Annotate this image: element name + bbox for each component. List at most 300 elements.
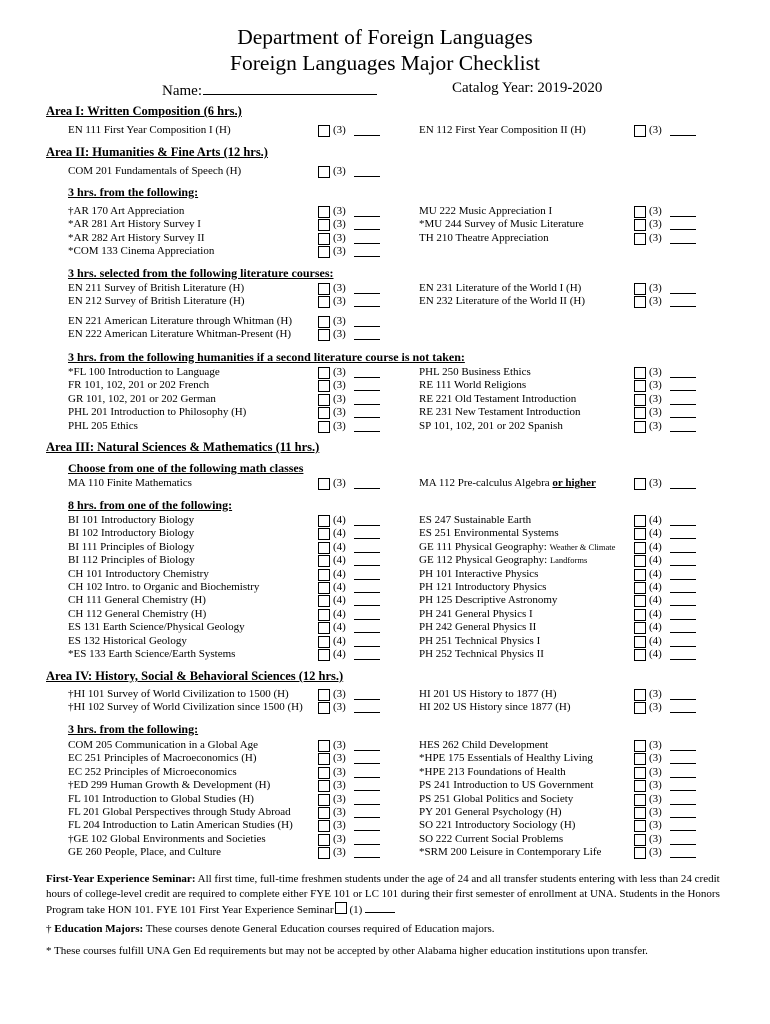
grade-blank[interactable] — [354, 326, 380, 327]
grade-blank[interactable] — [670, 135, 696, 136]
grade-blank[interactable] — [354, 229, 380, 230]
course-row — [419, 594, 698, 607]
credit-hours: (3) — [649, 419, 662, 432]
course-checkbox[interactable] — [634, 649, 646, 661]
course-name: *HPE 175 Essentials of Healthy Living — [419, 752, 593, 765]
course-checkbox[interactable] — [318, 219, 330, 231]
grade-blank[interactable] — [670, 579, 696, 580]
grade-blank[interactable] — [354, 525, 380, 526]
course-row — [68, 328, 382, 341]
grade-blank[interactable] — [670, 592, 696, 593]
course-checkbox[interactable] — [318, 689, 330, 701]
course-checkbox[interactable] — [634, 609, 646, 621]
course-checkbox[interactable] — [318, 649, 330, 661]
credit-hours: (3) — [649, 752, 662, 765]
course-name: CH 111 General Chemistry (H) — [68, 594, 206, 607]
course-name: FL 101 Introduction to Global Studies (H) — [68, 792, 254, 805]
credit-hours: (3) — [333, 218, 346, 231]
credit-hours: (3) — [649, 392, 662, 405]
course-name: ES 131 Earth Science/Physical Geology — [68, 621, 245, 634]
credit-hours: (3) — [333, 245, 346, 258]
course-checkbox[interactable] — [634, 233, 646, 245]
grade-blank[interactable] — [354, 390, 380, 391]
area2-heading: Area II: Humanities & Fine Arts (12 hrs.) — [46, 145, 268, 159]
course-row — [419, 766, 698, 779]
course-name: PH 252 Technical Physics II — [419, 648, 544, 660]
grade-blank[interactable] — [670, 763, 696, 764]
course-row — [68, 315, 382, 328]
grade-blank[interactable] — [354, 552, 380, 553]
course-name: COM 201 Fundamentals of Speech (H) — [68, 165, 242, 177]
course-checkbox[interactable] — [634, 407, 646, 419]
grade-blank[interactable] — [354, 619, 380, 620]
credit-hours: (3) — [333, 806, 346, 818]
course-row — [68, 766, 382, 779]
grade-blank[interactable] — [670, 619, 696, 620]
course-name-emphasis: or higher — [552, 477, 596, 489]
course-row — [68, 554, 382, 567]
course-checkbox[interactable] — [634, 834, 646, 846]
credit-hours: (4) — [649, 514, 662, 526]
grade-blank[interactable] — [670, 699, 696, 700]
grade-blank[interactable] — [354, 579, 380, 580]
course-checkbox[interactable] — [634, 636, 646, 648]
course-checkbox[interactable] — [318, 834, 330, 846]
fye-text: All first time, full-time freshmen students under the age of 24 and all transfer students entering with less than 24 credit hours of college-level credit are required to complete either FYE 101 or LC 101 during their first semester of enrollment at UNA. Students in the Honors Program take HON 101. FYE 101 First Year Experience Seminar — [46, 873, 720, 916]
grade-blank[interactable] — [354, 699, 380, 700]
grade-blank[interactable] — [354, 431, 380, 432]
course-checkbox[interactable] — [318, 595, 330, 607]
grade-blank[interactable] — [354, 538, 380, 539]
credit-hours: (3) — [649, 832, 662, 845]
grade-blank[interactable] — [354, 777, 380, 778]
course-name: EN 111 First Year Composition I (H) — [68, 124, 231, 136]
course-row — [419, 477, 698, 490]
grade-blank[interactable] — [354, 830, 380, 831]
education-text: These courses denote General Education courses required of Education majors. — [143, 923, 495, 935]
grade-blank[interactable] — [354, 293, 380, 294]
course-checkbox[interactable] — [634, 296, 646, 308]
grade-blank[interactable] — [670, 216, 696, 217]
course-checkbox[interactable] — [634, 367, 646, 379]
course-row — [68, 779, 382, 792]
course-checkbox[interactable] — [634, 219, 646, 231]
course-row — [419, 793, 698, 806]
grade-blank[interactable] — [354, 216, 380, 217]
course-row — [68, 806, 382, 819]
grade-blank[interactable] — [354, 339, 380, 340]
course-checkbox[interactable] — [634, 380, 646, 392]
course-checkbox[interactable] — [634, 807, 646, 819]
course-row — [68, 477, 382, 490]
course-checkbox[interactable] — [634, 528, 646, 540]
course-name: *FL 100 Introduction to Language — [68, 366, 220, 378]
science-label: 8 hrs. from one of the following: — [68, 498, 233, 512]
credit-hours: (4) — [649, 621, 662, 634]
credit-hours: (3) — [649, 819, 662, 832]
course-name: †GE 102 Global Environments and Societies — [68, 832, 266, 845]
grade-blank[interactable] — [354, 377, 380, 378]
grade-blank[interactable] — [670, 790, 696, 791]
grade-blank[interactable] — [670, 804, 696, 805]
credit-hours: (3) — [649, 739, 662, 751]
course-checkbox[interactable] — [318, 380, 330, 392]
course-checkbox[interactable] — [318, 609, 330, 621]
course-name: EN 112 First Year Composition II (H) — [419, 124, 586, 136]
course-checkbox[interactable] — [318, 283, 330, 295]
grade-blank[interactable] — [670, 844, 696, 845]
course-row — [419, 282, 698, 295]
grade-blank[interactable] — [354, 646, 380, 647]
course-row — [419, 218, 698, 231]
course-row — [68, 205, 382, 218]
credit-hours: (3) — [649, 477, 662, 489]
grade-blank[interactable] — [354, 488, 380, 489]
course-checkbox[interactable] — [318, 233, 330, 245]
course-checkbox[interactable] — [634, 794, 646, 806]
course-checkbox[interactable] — [318, 206, 330, 218]
grade-blank[interactable] — [670, 605, 696, 606]
course-row — [68, 406, 382, 419]
grade-blank[interactable] — [670, 817, 696, 818]
course-checkbox[interactable] — [318, 555, 330, 567]
course-checkbox[interactable] — [318, 394, 330, 406]
course-row — [68, 846, 382, 859]
grade-blank[interactable] — [354, 712, 380, 713]
credit-hours: (3) — [649, 124, 662, 136]
fye-note — [46, 872, 726, 918]
grade-blank[interactable] — [670, 659, 696, 660]
course-name: FL 201 Global Perspectives through Study Abroad — [68, 806, 291, 818]
course-row — [419, 779, 698, 792]
course-checkbox[interactable] — [634, 753, 646, 765]
course-row — [419, 688, 698, 701]
course-row — [419, 406, 698, 419]
credit-hours: (3) — [333, 379, 346, 392]
course-name: ES 247 Sustainable Earth — [419, 514, 532, 526]
course-checkbox[interactable] — [318, 296, 330, 308]
grade-blank[interactable] — [670, 565, 696, 566]
credit-hours: (3) — [333, 792, 346, 805]
course-row — [68, 295, 382, 308]
course-checkbox[interactable] — [318, 622, 330, 634]
course-row — [419, 739, 698, 752]
area4-heading: Area IV: History, Social & Behavioral Sciences (12 hrs.) — [46, 669, 344, 683]
grade-blank[interactable] — [354, 135, 380, 136]
checklist-title: Foreign Languages Major Checklist — [230, 51, 540, 75]
course-row — [68, 514, 382, 527]
course-checkbox[interactable] — [634, 702, 646, 714]
course-checkbox[interactable] — [318, 702, 330, 714]
grade-blank[interactable] — [354, 817, 380, 818]
name-label: Name: — [162, 83, 202, 99]
grade-blank[interactable] — [354, 605, 380, 606]
course-name: *COM 133 Cinema Appreciation — [68, 245, 215, 258]
course-row — [68, 833, 382, 846]
course-checkbox[interactable] — [318, 246, 330, 258]
course-name: CH 101 Introductory Chemistry — [68, 567, 209, 580]
course-checkbox[interactable] — [634, 421, 646, 433]
grade-blank[interactable] — [670, 243, 696, 244]
course-row — [419, 846, 698, 859]
credit-hours: (3) — [333, 406, 346, 419]
course-name: CH 112 General Chemistry (H) — [68, 607, 207, 620]
grade-blank[interactable] — [670, 293, 696, 294]
course-name: †HI 101 Survey of World Civilization to 1500 (H) — [68, 688, 289, 700]
course-checkbox[interactable] — [634, 622, 646, 634]
grade-blank[interactable] — [670, 377, 696, 378]
course-name: HES 262 Child Development — [419, 739, 549, 751]
credit-hours: (3) — [333, 392, 346, 405]
credit-hours: (3) — [649, 846, 662, 859]
grade-blank[interactable] — [354, 790, 380, 791]
course-name: MU 222 Music Appreciation I — [419, 205, 553, 217]
course-checkbox[interactable] — [318, 125, 330, 137]
grade-blank[interactable] — [354, 632, 380, 633]
course-checkbox[interactable] — [634, 582, 646, 594]
grade-blank[interactable] — [354, 404, 380, 405]
course-checkbox[interactable] — [634, 569, 646, 581]
course-row — [419, 541, 698, 554]
course-name: EC 251 Principles of Macroeconomics (H) — [68, 752, 257, 765]
course-checkbox[interactable] — [318, 542, 330, 554]
course-row — [68, 393, 382, 406]
course-name: GE 260 People, Place, and Culture — [68, 846, 222, 859]
course-checkbox[interactable] — [634, 394, 646, 406]
course-row — [68, 594, 382, 607]
course-name: PH 121 Introductory Physics — [419, 581, 547, 593]
grade-blank[interactable] — [670, 857, 696, 858]
grade-blank[interactable] — [354, 857, 380, 858]
credit-hours: (3) — [333, 315, 346, 327]
course-checkbox[interactable] — [318, 316, 330, 328]
course-checkbox[interactable] — [318, 407, 330, 419]
grade-blank[interactable] — [354, 750, 380, 751]
course-row — [68, 366, 382, 379]
course-name: ES 251 Environmental Systems — [419, 527, 559, 540]
course-checkbox[interactable] — [318, 767, 330, 779]
course-row — [68, 581, 382, 594]
credit-hours: (4) — [649, 527, 662, 540]
course-name: †HI 102 Survey of World Civilization since 1500 (H) — [68, 701, 303, 714]
course-name: SO 221 Introductory Sociology (H) — [419, 819, 576, 832]
course-checkbox[interactable] — [634, 555, 646, 567]
grade-blank[interactable] — [670, 538, 696, 539]
credit-hours: (3) — [333, 205, 346, 217]
credit-hours: (3) — [333, 328, 346, 341]
course-row — [68, 245, 382, 258]
course-checkbox[interactable] — [634, 767, 646, 779]
credit-hours: (3) — [333, 366, 346, 378]
department-title: Department of Foreign Languages — [237, 25, 533, 49]
credit-hours: (3) — [649, 231, 662, 244]
course-row — [68, 218, 382, 231]
course-row — [68, 608, 382, 621]
grade-blank[interactable] — [354, 417, 380, 418]
course-checkbox[interactable] — [634, 206, 646, 218]
grade-blank[interactable] — [670, 525, 696, 526]
course-checkbox[interactable] — [634, 125, 646, 137]
course-checkbox[interactable] — [318, 847, 330, 859]
course-row — [419, 648, 698, 661]
course-row — [68, 648, 382, 661]
grade-blank[interactable] — [670, 712, 696, 713]
catalog-year: Catalog Year: 2019-2020 — [452, 80, 603, 96]
course-row — [419, 581, 698, 594]
grade-blank[interactable] — [670, 431, 696, 432]
course-checkbox[interactable] — [318, 740, 330, 752]
course-name: †ED 299 Human Growth & Development (H) — [68, 779, 271, 792]
grade-blank[interactable] — [354, 592, 380, 593]
course-name: PH 242 General Physics II — [419, 621, 537, 634]
course-checkbox[interactable] — [634, 283, 646, 295]
course-row — [68, 819, 382, 832]
course-row — [419, 608, 698, 621]
grade-blank[interactable] — [670, 404, 696, 405]
course-row — [419, 393, 698, 406]
course-name: HI 201 US History to 1877 (H) — [419, 688, 557, 700]
credit-hours: (4) — [333, 540, 346, 553]
course-name: PHL 205 Ethics — [68, 419, 138, 432]
grade-blank[interactable] — [354, 306, 380, 307]
credit-hours: (3) — [333, 765, 346, 778]
grade-blank[interactable] — [670, 750, 696, 751]
grade-blank[interactable] — [670, 417, 696, 418]
course-checkbox[interactable] — [318, 478, 330, 490]
grade-blank[interactable] — [670, 552, 696, 553]
course-row — [419, 568, 698, 581]
course-checkbox[interactable] — [634, 478, 646, 490]
grade-blank[interactable] — [354, 804, 380, 805]
course-note: Weather & Climate — [549, 541, 616, 552]
course-row — [419, 124, 698, 137]
grade-blank[interactable] — [670, 488, 696, 489]
credit-hours: (4) — [649, 607, 662, 620]
course-name — [419, 477, 596, 490]
social-sciences-label: 3 hrs. from the following: — [68, 722, 199, 736]
humanities-label: 3 hrs. from the following humanities if a second literature course is not taken: — [68, 350, 465, 364]
course-name: PS 241 Introduction to US Government — [419, 779, 594, 792]
literature-label: 3 hrs. selected from the following literature courses: — [68, 266, 334, 280]
grade-blank[interactable] — [354, 659, 380, 660]
course-name: *MU 244 Survey of Music Literature — [419, 218, 584, 231]
name-field[interactable] — [162, 79, 377, 100]
fye-hours: (1) — [349, 904, 363, 916]
credit-hours: (3) — [333, 752, 346, 765]
course-checkbox[interactable] — [318, 528, 330, 540]
course-name: FR 101, 102, 201 or 202 French — [68, 379, 210, 392]
grade-blank[interactable] — [670, 632, 696, 633]
course-name: EN 232 Literature of the World II (H) — [419, 295, 585, 308]
course-name: RE 231 New Testament Introduction — [419, 406, 581, 419]
course-checkbox[interactable] — [318, 807, 330, 819]
credit-hours: (3) — [649, 792, 662, 805]
course-checkbox[interactable] — [634, 542, 646, 554]
course-row — [419, 420, 698, 433]
fye-grade-blank[interactable] — [365, 902, 395, 913]
course-checkbox[interactable] — [634, 820, 646, 832]
grade-blank[interactable] — [670, 830, 696, 831]
course-checkbox[interactable] — [634, 689, 646, 701]
course-name: PHL 201 Introduction to Philosophy (H) — [68, 406, 247, 419]
grade-blank[interactable] — [354, 176, 380, 177]
course-name: EN 231 Literature of the World I (H) — [419, 282, 582, 294]
course-name: EN 212 Survey of British Literature (H) — [68, 295, 245, 308]
name-blank[interactable] — [203, 79, 377, 95]
credit-hours: (3) — [649, 779, 662, 792]
credit-hours: (3) — [649, 366, 662, 378]
education-footnote — [46, 922, 726, 937]
course-checkbox[interactable] — [318, 329, 330, 341]
course-name: TH 210 Theatre Appreciation — [419, 231, 549, 244]
course-checkbox[interactable] — [634, 740, 646, 752]
grade-blank[interactable] — [354, 844, 380, 845]
course-name: BI 112 Principles of Biology — [68, 554, 195, 567]
course-row — [68, 165, 382, 178]
course-checkbox[interactable] — [318, 753, 330, 765]
course-row — [68, 621, 382, 634]
credit-hours: (3) — [333, 295, 346, 308]
grade-blank[interactable] — [354, 256, 380, 257]
credit-hours: (4) — [649, 648, 662, 660]
grade-blank[interactable] — [670, 306, 696, 307]
course-row — [68, 793, 382, 806]
credit-hours: (4) — [333, 607, 346, 620]
grade-blank[interactable] — [670, 646, 696, 647]
course-row — [419, 819, 698, 832]
fye-checkbox[interactable] — [335, 902, 347, 914]
course-checkbox[interactable] — [318, 636, 330, 648]
credit-hours: (3) — [333, 846, 346, 859]
course-checkbox[interactable] — [318, 582, 330, 594]
course-checkbox[interactable] — [318, 515, 330, 527]
course-name: CH 102 Intro. to Organic and Biochemistry — [68, 581, 260, 593]
course-row — [419, 232, 698, 245]
grade-blank[interactable] — [670, 229, 696, 230]
course-row — [419, 701, 698, 714]
grade-blank[interactable] — [354, 243, 380, 244]
course-checkbox[interactable] — [634, 847, 646, 859]
course-checkbox[interactable] — [318, 794, 330, 806]
credit-hours: (3) — [333, 739, 346, 751]
fye-label: First-Year Experience Seminar: — [46, 873, 196, 885]
course-checkbox[interactable] — [634, 515, 646, 527]
course-row — [68, 568, 382, 581]
grade-blank[interactable] — [354, 763, 380, 764]
course-name: *ES 133 Earth Science/Earth Systems — [68, 648, 236, 660]
grade-blank[interactable] — [670, 390, 696, 391]
course-name: EN 222 American Literature Whitman-Present (H) — [68, 328, 292, 341]
course-row — [68, 527, 382, 540]
credit-hours: (4) — [333, 648, 346, 660]
course-checkbox[interactable] — [318, 780, 330, 792]
course-checkbox[interactable] — [318, 569, 330, 581]
course-checkbox[interactable] — [634, 595, 646, 607]
course-name: PH 241 General Physics I — [419, 607, 533, 620]
math-label: Choose from one of the following math classes — [68, 461, 304, 475]
course-checkbox[interactable] — [318, 166, 330, 178]
course-checkbox[interactable] — [318, 820, 330, 832]
credit-hours: (4) — [333, 567, 346, 580]
course-checkbox[interactable] — [318, 421, 330, 433]
grade-blank[interactable] — [670, 777, 696, 778]
credit-hours: (4) — [333, 594, 346, 607]
course-row — [419, 635, 698, 648]
course-name: BI 111 Principles of Biology — [68, 540, 195, 553]
course-checkbox[interactable] — [634, 780, 646, 792]
grade-blank[interactable] — [354, 565, 380, 566]
course-checkbox[interactable] — [318, 367, 330, 379]
